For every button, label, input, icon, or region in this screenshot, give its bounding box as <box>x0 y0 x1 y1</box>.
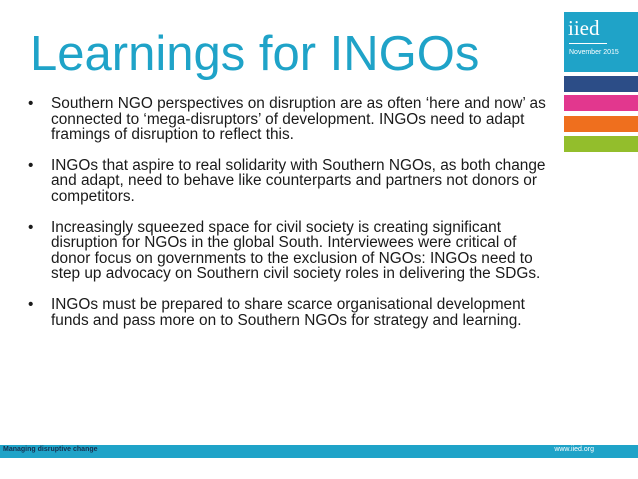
bullet-item: • INGOs must be prepared to share scarce organisational development funds and pass more on to Southern NGOs for strategy and learning. <box>28 297 548 328</box>
footer-presentation-title: Managing disruptive change <box>3 446 98 453</box>
logo-divider <box>569 43 607 44</box>
footer-bar <box>0 445 638 458</box>
footer-website: www.iied.org <box>554 446 594 453</box>
slide-title: Learnings for INGOs <box>30 27 480 81</box>
slide-date: November 2015 <box>569 49 619 56</box>
brand-logo-box <box>564 12 638 72</box>
color-stripe-orange <box>564 116 638 132</box>
color-stripe-navy <box>564 76 638 92</box>
color-stripe-pink <box>564 95 638 111</box>
iied-logo: iied <box>568 16 600 40</box>
color-stripe-green <box>564 136 638 152</box>
bullet-item: • Increasingly squeezed space for civil society is creating significant disruption for NGOs in the global South. Interviewees were critical of donor focus on governments to the exclusion of NGOs: INGOs need to step up advocacy on Southern civil society roles in delivering the SDGs. <box>28 220 548 282</box>
bullet-list <box>28 96 548 343</box>
bullet-item: • INGOs that aspire to real solidarity with Southern NGOs, as both change and adapt, need to behave like counterparts and partners not donors or competitors. <box>28 158 548 205</box>
bullet-item: • Southern NGO perspectives on disruption are as often ‘here and now’ as connected to ‘mega-disruptors’ of development. INGOs need to adapt framings of disruption to reflect this. <box>28 96 548 143</box>
